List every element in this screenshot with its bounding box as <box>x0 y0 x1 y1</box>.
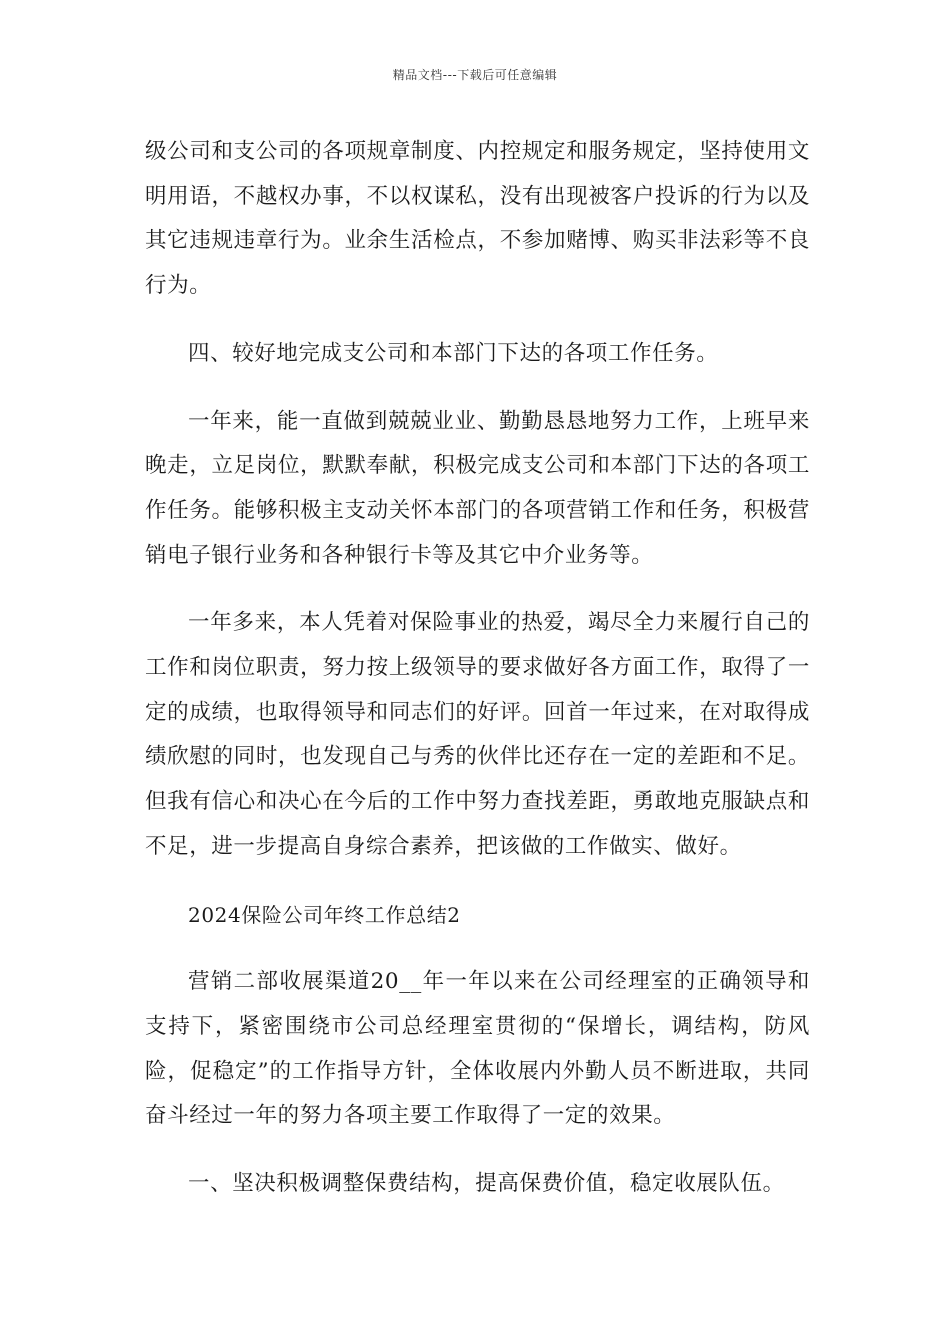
section-heading-one: 一、坚决积极调整保费结构，提高保费价值，稳定收展队伍。 <box>188 1171 785 1197</box>
paragraph-marketing-dept: 营销二部收展渠道20__年一年以来在公司经理室的正确领导和支持下，紧密围绕市公司总经理室贯彻的“保增长，调结构，防风险，促稳定”的工作指导方针，全体收展内外勤人员不断进取，共同奋斗经过一年的努力各项主要工作取得了一定的效果。 <box>145 969 810 1129</box>
paragraph-continuation: 级公司和支公司的各项规章制度、内控规定和服务规定，坚持使用文明用语，不越权办事，不以权谋私，没有出现被客户投诉的行为以及其它违规违章行为。业余生活检点，不参加赌博、购买非法彩等不良行为。 <box>145 139 810 299</box>
section-heading-four: 四、较好地完成支公司和本部门下达的各项工作任务。 <box>188 340 719 366</box>
page-header: 精品文档---下载后可任意编辑 <box>392 68 558 82</box>
paragraph-work-tasks: 一年来，能一直做到兢兢业业、勤勤恳恳地努力工作，上班早来晚走，立足岗位，默默奉献，积极完成支公司和本部门下达的各项工作任务。能够积极主支动关怀本部门的各项营销工作和任务，积极营销电子银行业务和各种银行卡等及其它中介业务等。 <box>145 408 810 568</box>
document-body <box>145 130 810 1207</box>
summary-title: 2024保险公司年终工作总结2 <box>188 902 461 927</box>
paragraph-reflection: 一年多来，本人凭着对保险事业的热爱，竭尽全力来履行自己的工作和岗位职责，努力按上级领导的要求做好各方面工作，取得了一定的成绩，也取得领导和同志们的好评。回首一年过来，在对取得成绩欣慰的同时，也发现自己与秀的伙伴比还存在一定的差距和不足。但我有信心和决心在今后的工作中努力查找差距，勇敢地克服缺点和不足，进一步提高自身综合素养，把该做的工作做实、做好。 <box>145 610 810 859</box>
